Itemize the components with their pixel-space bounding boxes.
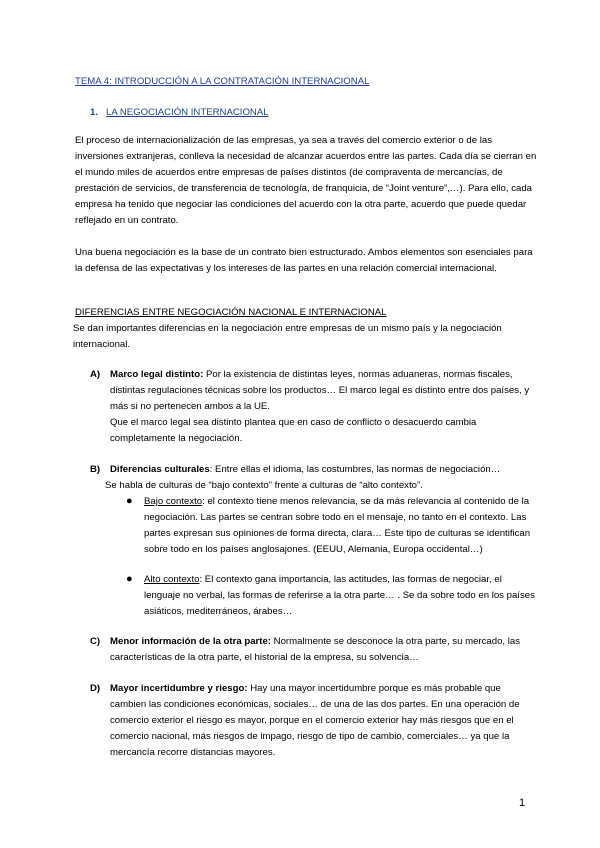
paragraph-negotiation: Una buena negociación es la base de un contrato bien estructurado. Ambos elementos son esenciales para la defensa de las expectativas y los intereses de las partes en una relación comercial internacional. <box>75 247 533 274</box>
item-a-text <box>110 367 534 415</box>
bullet-high-context <box>144 572 536 620</box>
item-c-marker: C) <box>90 636 101 647</box>
item-b-title: Diferencias culturales <box>110 464 210 475</box>
item-b-marker: B) <box>90 464 101 475</box>
item-a-body: Por la existencia de distintas leyes, normas aduaneras, normas fiscales, distintas regulaciones técnicas sobre los productos… El marco legal es distinto entre dos países, y más si no pertenecen ambos a la UE. <box>110 369 530 412</box>
bullet-icon: ● <box>126 573 133 585</box>
paragraph-intro: El proceso de internacionalización de las empresas, ya sea a través del comercio exterior o de las inversiones extranjeras, conlleva la necesidad de alcanzar acuerdos entre las partes. Cada día se cierran en el mundo miles de acuerdos entre empresas de países distintos (de compraventa de mercancías, de prestación de servicios, de transferencia de tecnología, de franquicia, de “Joint venture”,…). Para ello, cada empresa ha tenido que negociar las condiciones del acuerdo con la otra parte, acuerdo que puede quedar reflejado en un contrato. <box>75 135 537 226</box>
high-context-label: Alto contexto <box>144 574 200 585</box>
document-title: TEMA 4: INTRODUCCIÓN A LA CONTRATACIÓN INTERNACIONAL <box>75 76 370 87</box>
low-context-label: Bajo contexto <box>144 496 203 507</box>
paragraph-differences: Se dan importantes diferencias en la negociación entre empresas de un mismo país y la negociación internacional. <box>73 323 502 350</box>
item-b-text <box>110 462 534 478</box>
item-d-body: Hay una mayor incertidumbre porque es más probable que cambien las condiciones económicas, sociales… de una de las dos partes. En una operación de comercio exterior el riesgo es mayor, porque en el comercio exterior hay más riesgos que en el comercio nacional, más riesgos de impago, riesgo de tipo de cambio, comerciales… ya que la mercancía recorre distancias mayores. <box>110 683 520 758</box>
high-context-text: : El contexto gana importancia, las actitudes, las formas de negociar, el lenguaje no verbal, las formas de referirse a la otra parte… . Se da sobre todo en los países asiáticos, mediterráneos, árabes… <box>144 574 535 617</box>
item-c-body: Normalmente se desconoce la otra parte, su mercado, las características de la otra parte, el historial de la empresa, su solvencia… <box>110 636 521 663</box>
item-c-title: Menor información de la otra parte: <box>110 636 271 647</box>
item-a-text2: Que el marco legal sea distinto plantea que en caso de conflicto o desacuerdo cambia completamente la negociación. <box>110 417 477 444</box>
item-b-text2: Se habla de culturas de “bajo contexto” frente a culturas de “alto contexto”. <box>105 480 423 491</box>
low-context-text: : el contexto tiene menos relevancia, se da más relevancia al contenido de la negociación. Las partes se centran sobre todo en el mensaje, no tanto en el contexto. Las partes expresan sus opiniones de forma directa, clara… Este tipo de culturas se identifican sobre todo en los países anglosajones. (EEUU, Alemania, Europa occidental…) <box>144 496 531 555</box>
page-number: 1 <box>519 797 526 809</box>
item-d-marker: D) <box>90 683 101 694</box>
section-number: 1. <box>90 107 99 118</box>
bullet-icon: ● <box>126 495 133 507</box>
item-d-text <box>110 681 534 761</box>
bullet-low-context <box>144 494 536 558</box>
item-a-title: Marco legal distinto: <box>110 369 204 380</box>
subheading-differences: DIFERENCIAS ENTRE NEGOCIACIÓN NACIONAL E INTERNACIONAL <box>75 307 387 318</box>
item-b-body: : Entre ellas el idioma, las costumbres, las normas de negociación… <box>209 464 501 475</box>
item-a-marker: A) <box>90 369 101 380</box>
section-label: LA NEGOCIACIÓN INTERNACIONAL <box>106 107 269 118</box>
section-heading <box>90 105 269 121</box>
item-d-title: Mayor incertidumbre y riesgo: <box>110 683 248 694</box>
item-c-text <box>110 634 534 666</box>
